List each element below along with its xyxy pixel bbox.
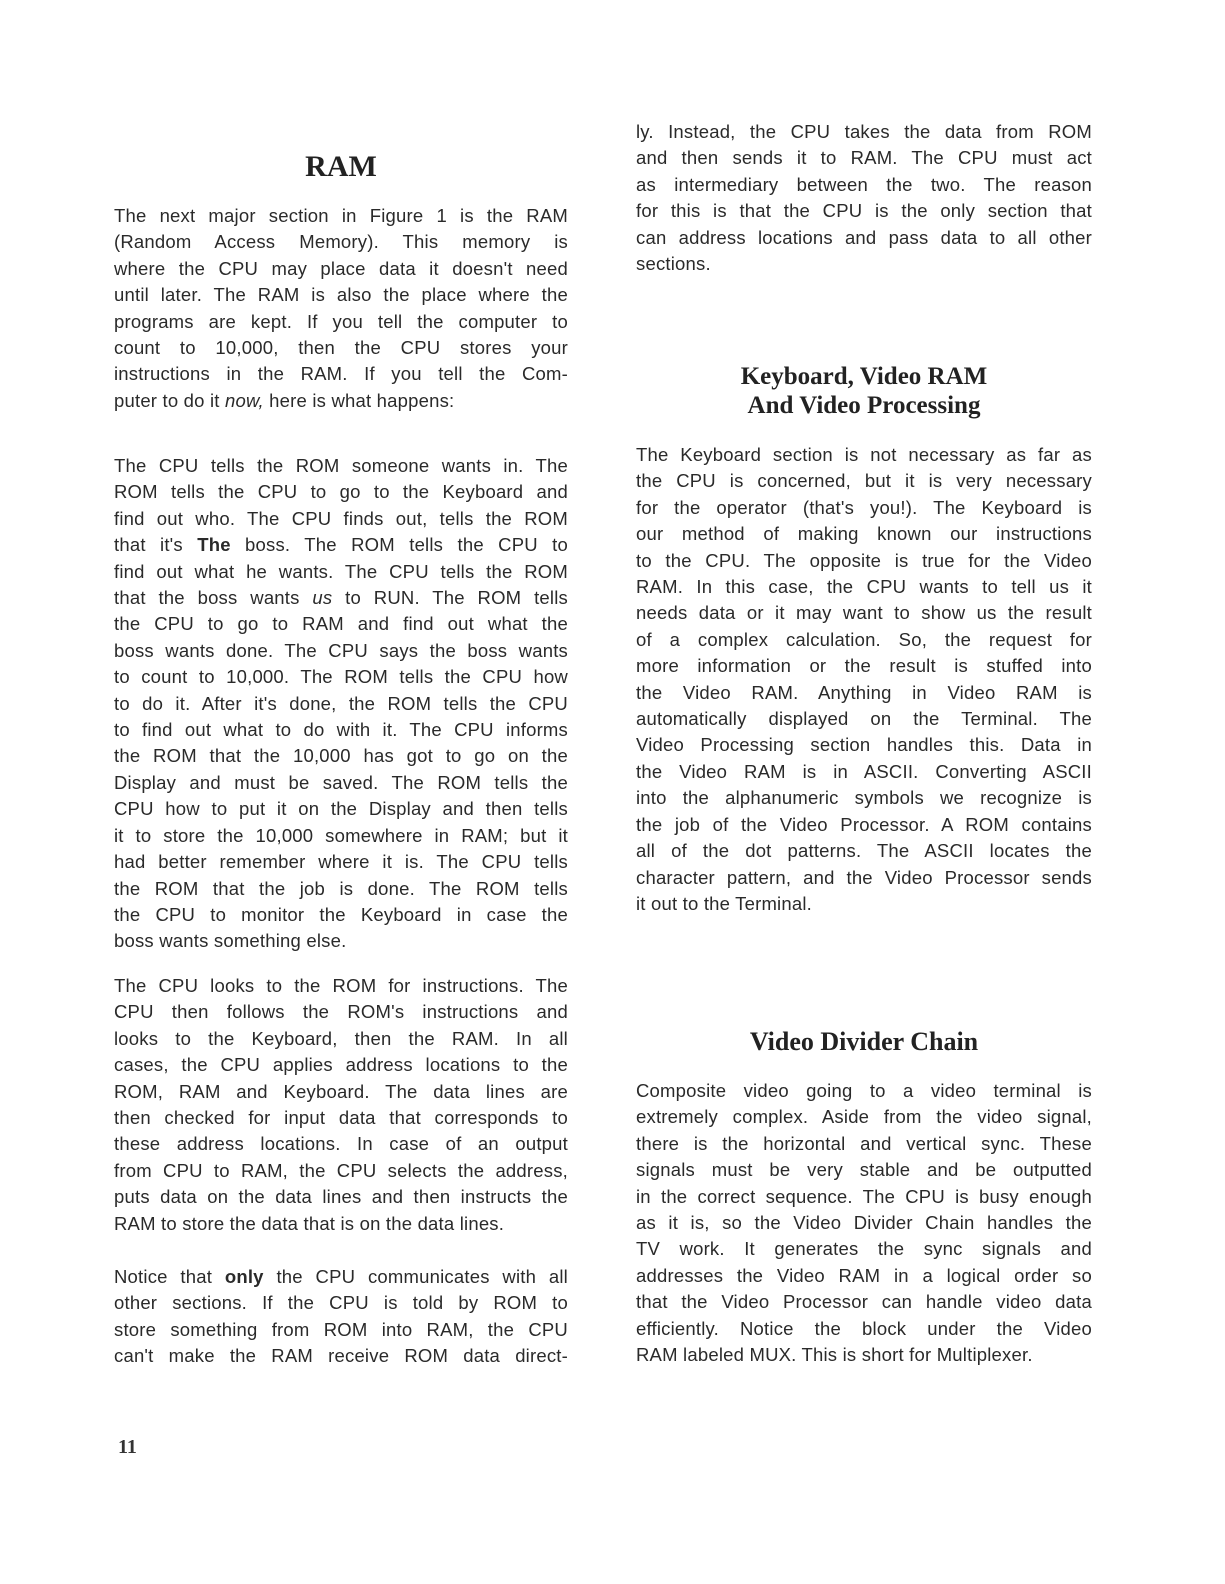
text-line: from CPU to RAM, the CPU selects the address, xyxy=(114,1159,568,1181)
text-line: signals must be very stable and be outputted xyxy=(636,1159,1092,1181)
text-line: RAM. In this case, the CPU wants to tell us it xyxy=(636,576,1092,598)
text-line: ROM tells the CPU to go to the Keyboard and xyxy=(114,481,568,503)
text-line: the Video RAM. Anything in Video RAM is xyxy=(636,681,1092,703)
text-line: the CPU to monitor the Keyboard in case the xyxy=(114,903,568,925)
text-line: store something from ROM into RAM, the CPU xyxy=(114,1318,568,1340)
text-run: the CPU communicates with all xyxy=(263,1266,568,1287)
text-line: and then sends it to RAM. The CPU must act xyxy=(636,147,1092,169)
text-line: to find out what to do with it. The CPU informs xyxy=(114,719,568,741)
divider-paragraph xyxy=(636,1078,1092,1368)
text-line: automatically displayed on the Terminal. The xyxy=(636,708,1092,730)
text-line: other sections. If the CPU is told by ROM to xyxy=(114,1292,568,1314)
text-line: of a complex calculation. So, the request for xyxy=(636,628,1092,650)
notice-paragraph xyxy=(114,1264,568,1370)
text-line: boss wants done. The CPU says the boss wants xyxy=(114,639,568,661)
keyboard-heading xyxy=(636,362,1092,420)
text-line: as it is, so the Video Divider Chain handles the xyxy=(636,1212,1092,1234)
ram-heading: RAM xyxy=(305,150,377,183)
text-line: extremely complex. Aside from the video signal, xyxy=(636,1106,1092,1128)
text-run: puter to do it xyxy=(114,389,225,411)
text-line xyxy=(114,1264,568,1290)
text-line: the job of the Video Processor. A ROM contains xyxy=(636,813,1092,835)
text-line: all of the dot patterns. The ASCII locates the xyxy=(636,840,1092,862)
text-line: can't make the RAM receive ROM data direct- xyxy=(114,1345,568,1367)
text-line: sections. xyxy=(636,253,711,275)
text-line: efficiently. Notice the block under the Video xyxy=(636,1317,1092,1339)
cpu-paragraph xyxy=(114,973,568,1237)
text-line: instructions in the RAM. If you tell the Com- xyxy=(114,363,568,385)
emphasis-us: us xyxy=(312,587,333,609)
text-line: character pattern, and the Video Processor sends xyxy=(636,866,1092,888)
text-line: to the CPU. The opposite is true for the Video xyxy=(636,549,1092,571)
text-line: it to store the 10,000 somewhere in RAM; but it xyxy=(114,824,568,846)
heading-line: Keyboard, Video RAM xyxy=(740,363,988,390)
text-run: to RUN. The ROM tells xyxy=(332,587,568,609)
emphasis-the: The xyxy=(197,534,231,556)
text-line: programs are kept. If you tell the computer to xyxy=(114,310,568,332)
text-line xyxy=(114,585,568,611)
text-line: looks to the Keyboard, then the RAM. In all xyxy=(114,1027,568,1049)
text-line: CPU then follows the ROM's instructions and xyxy=(114,1001,568,1023)
divider-heading: Video Divider Chain xyxy=(749,1027,979,1056)
text-line: then checked for input data that corresponds to xyxy=(114,1107,568,1129)
text-line: addresses the Video RAM in a logical order so xyxy=(636,1264,1092,1286)
text-run: boss. The ROM tells the CPU to xyxy=(230,534,568,556)
keyboard-paragraph xyxy=(636,442,1092,917)
text-line: RAM to store the data that is on the data lines. xyxy=(114,1212,505,1234)
text-line: to do it. After it's done, the ROM tells the CPU xyxy=(114,692,568,714)
emphasis-only: only xyxy=(224,1266,264,1287)
text-line: these address locations. In case of an output xyxy=(114,1133,568,1155)
text-line: count to 10,000, then the CPU stores your xyxy=(114,337,568,359)
text-line: more information or the result is stuffed into xyxy=(636,655,1092,677)
text-line: find out who. The CPU finds out, tells the ROM xyxy=(114,507,568,529)
text-line: as intermediary between the two. The reason xyxy=(636,173,1092,195)
text-line: to count to 10,000. The ROM tells the CPU how xyxy=(114,666,568,688)
text-line: in the correct sequence. The CPU is busy enough xyxy=(636,1185,1092,1207)
text-line: find out what he wants. The CPU tells the ROM xyxy=(114,560,568,582)
text-line: Video Processing section handles this. Data in xyxy=(636,734,1092,756)
text-line: The Keyboard section is not necessary as far as xyxy=(636,444,1092,465)
text-line: there is the horizontal and vertical sync. These xyxy=(636,1132,1092,1154)
text-line: The CPU looks to the ROM for instructions. The xyxy=(114,975,568,996)
text-run: Notice that xyxy=(114,1266,225,1287)
text-line: CPU how to put it on the Display and then tells xyxy=(114,798,568,820)
text-line: for the operator (that's you!). The Keyboard is xyxy=(636,496,1092,518)
text-line: (Random Access Memory). This memory is xyxy=(114,231,568,253)
text-line xyxy=(114,388,568,414)
text-line: The next major section in Figure 1 is the RAM xyxy=(114,205,568,226)
text-line: Display and must be saved. The ROM tells the xyxy=(114,771,568,793)
text-line: ROM, RAM and Keyboard. The data lines are xyxy=(114,1080,568,1102)
text-line: for this is that the CPU is the only section that xyxy=(636,200,1092,222)
text-line: needs data or it may want to show us the result xyxy=(636,602,1092,624)
text-line: had better remember where it is. The CPU tells xyxy=(114,851,568,873)
text-line: puts data on the data lines and then instructs the xyxy=(114,1186,568,1208)
heading-line: And Video Processing xyxy=(747,392,981,419)
text-line: ly. Instead, the CPU takes the data from ROM xyxy=(636,121,1092,142)
text-line: cases, the CPU applies address locations to the xyxy=(114,1054,568,1076)
text-line: the ROM that the job is done. The ROM tells xyxy=(114,877,568,899)
text-line: that the Video Processor can handle video data xyxy=(636,1291,1092,1313)
text-line: the CPU to go to RAM and find out what the xyxy=(114,613,568,635)
text-line: can address locations and pass data to all other xyxy=(636,226,1092,248)
text-line: the Video RAM is in ASCII. Converting ASCII xyxy=(636,760,1092,782)
text-line: where the CPU may place data it doesn't need xyxy=(114,257,568,279)
text-line: Composite video going to a video terminal is xyxy=(636,1080,1092,1101)
text-run: that it's xyxy=(114,534,198,556)
text-line: until later. The RAM is also the place where the xyxy=(114,284,568,306)
page-number: 11 xyxy=(118,1436,137,1458)
ram-paragraph xyxy=(114,203,568,414)
text-line: our method of making known our instructions xyxy=(636,523,1092,545)
text-line: RAM labeled MUX. This is short for Multiplexer. xyxy=(636,1344,1033,1366)
text-line: TV work. It generates the sync signals and xyxy=(636,1238,1092,1260)
text-line: it out to the Terminal. xyxy=(636,892,812,914)
text-run: that the boss wants xyxy=(114,587,313,609)
text-run: here is what happens: xyxy=(263,389,455,411)
text-line: The CPU tells the ROM someone wants in. The xyxy=(114,455,568,476)
story-paragraph xyxy=(114,453,568,955)
text-line xyxy=(114,532,568,558)
continued-paragraph xyxy=(636,119,1092,277)
text-line: into the alphanumeric symbols we recognize is xyxy=(636,787,1092,809)
text-line: boss wants something else. xyxy=(114,930,347,952)
emphasis-now: now, xyxy=(224,389,264,411)
text-line: the ROM that the 10,000 has got to go on the xyxy=(114,745,568,767)
text-line: the CPU is concerned, but it is very necessary xyxy=(636,470,1092,492)
